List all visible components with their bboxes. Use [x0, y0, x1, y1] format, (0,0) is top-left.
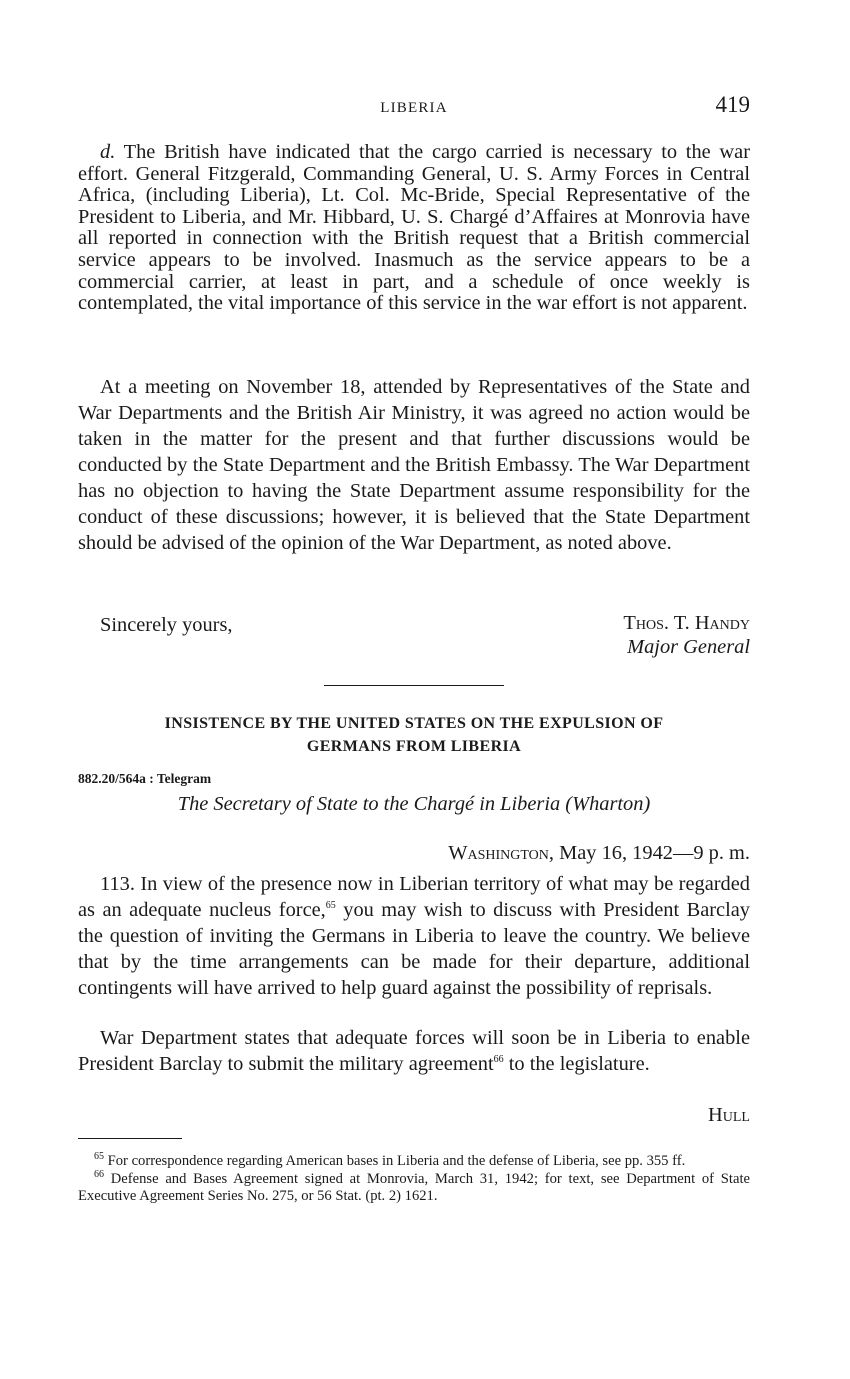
running-head	[78, 92, 750, 122]
footnote-ref-66: 66	[493, 1054, 504, 1066]
file-reference: 882.20/564a : Telegram	[78, 771, 212, 786]
footnotes	[78, 1153, 750, 1206]
body-paragraph-d	[78, 142, 750, 315]
signer-rank: Major General	[627, 636, 750, 658]
telegram-text: 113. In view of the presence now in Liberian territory of what may be regarded as an adequate nucleus force,	[78, 873, 750, 921]
telegram-paragraph-113	[78, 871, 750, 1001]
footnote-mark: 65	[94, 1151, 104, 1163]
footnote-ref-65: 65	[325, 900, 336, 912]
paragraph-text: The British have indicated that the cargo carried is necessary to the war effort. General Fitzgerald, Commanding General, U. S. Army Forces in Central Africa, (including Liberia), Lt. Col. Mc-Bride, Special Representative of the President to Liberia, and Mr. Hibbard, U. S. Chargé d’Affaires at Monrovia have all reported in connection with the British request that a British commercial service appears to be involved. Inasmuch as the service appears to be a commercial carrier, at least in part, and a schedule of once weekly is contemplated, the vital importance of this service in the war effort is not apparent.	[78, 141, 750, 315]
telegram-text: to the legislature.	[503, 1053, 650, 1075]
document-title: The Secretary of State to the Chargé in Liberia (Wharton)	[177, 793, 651, 815]
dateline-place: Washington,	[448, 842, 555, 864]
footnote-rule	[78, 1138, 182, 1139]
telegram-paragraph-war-dept	[78, 1025, 750, 1077]
dateline	[448, 842, 750, 865]
section-heading-line1: INSISTENCE BY THE UNITED STATES ON THE EXPULSION OF	[164, 715, 664, 732]
telegram-text: War Department states that adequate forces will soon be in Liberia to enable President Barclay to submit the military agreement	[78, 1027, 750, 1075]
footnote-mark: 66	[94, 1168, 104, 1180]
footnote-66	[78, 1168, 750, 1206]
section-heading-line2: GERMANS FROM LIBERIA	[306, 738, 522, 755]
telegram-signature: Hull	[708, 1104, 750, 1126]
closing-salutation: Sincerely yours,	[100, 614, 233, 636]
signer-name: Thos. T. Handy	[623, 612, 750, 634]
section-heading	[78, 712, 750, 758]
telegram-text: you may wish to discuss with President Barclay the question of inviting the Germans in Liberia to leave the country. We believe that by the time arrangements can be made for their departure, additional contingents will have arrived to help guard against the possibility of reprisals.	[78, 899, 751, 999]
running-head-title: LIBERIA	[380, 100, 448, 116]
section-divider	[324, 685, 504, 686]
page-number: 419	[715, 92, 750, 117]
footnote-text: For correspondence regarding American bases in Liberia and the defense of Liberia, see pp. 355 ff.	[104, 1153, 686, 1169]
paragraph-lead: d.	[100, 141, 116, 163]
body-paragraph-meeting: At a meeting on November 18, attended by Representatives of the State and War Departments and the British Air Ministry, it was agreed no action would be taken in the matter for the present and that further discussions would be conducted by the State Department and the British Embassy. The War Department has no objection to having the State Department assume responsibility for the conduct of these discussions; however, it is believed that the State Department should be advised of the opinion of the War Department, as noted above.	[78, 376, 750, 554]
footnote-text: Defense and Bases Agreement signed at Monrovia, March 31, 1942; for text, see Department of State Executive Agreement Series No. 275, or 56 Stat. (pt. 2) 1621.	[78, 1170, 750, 1204]
dateline-date: May 16, 1942—9 p. m.	[554, 842, 750, 864]
footnote-65	[78, 1153, 750, 1171]
